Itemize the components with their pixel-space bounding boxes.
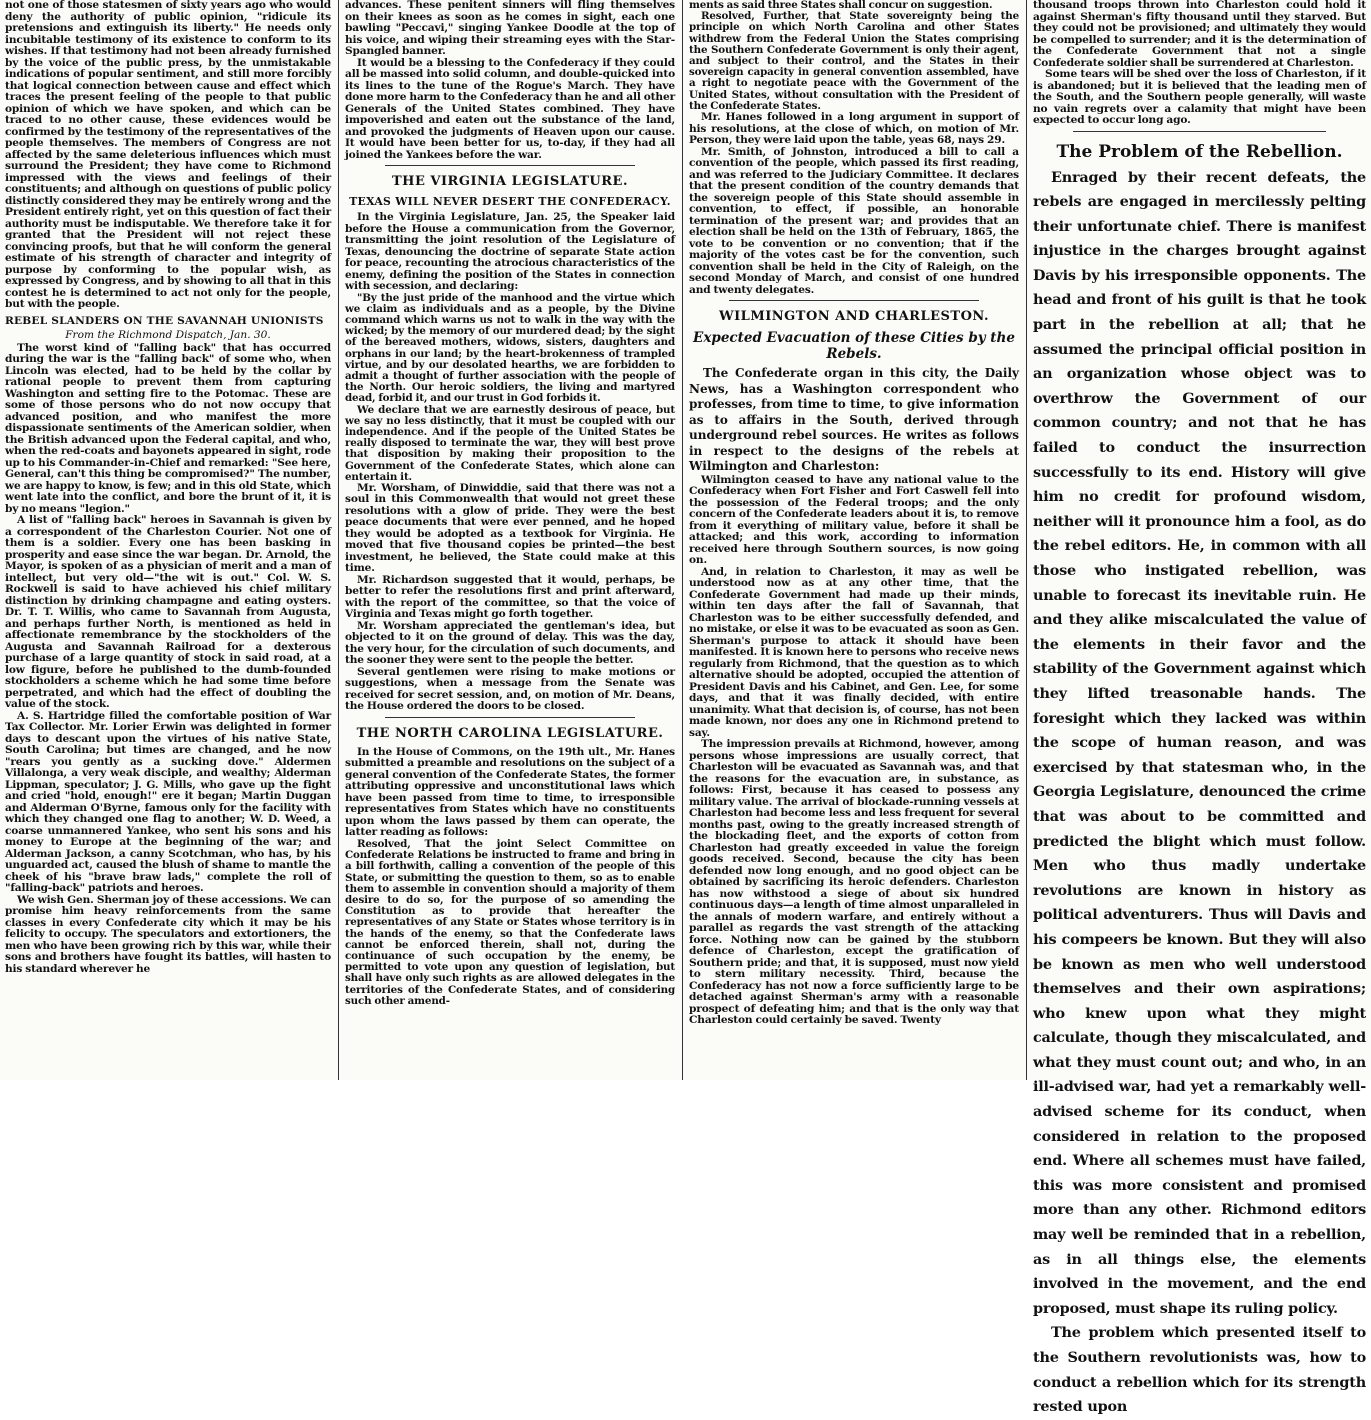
section-heading: REBEL SLANDERS ON THE SAVANNAH UNIONISTS (5, 314, 324, 327)
article-paragraph: not one of those statesmen of sixty years ago who would deny the authority of public opinion, "ridicule its pretensions and extinguish its liberty." He needs only incubitable testimony of its existence to conform to its wishes. If that testimony had not been already furnished by the voice of the public press, by the unmistakable indications of popular sentiment, and still more forcibly that logical connection between cause and effect which traces the present feeling of the people to that public opinion of which we have spoken, and which can be traced to no other cause, these evidences would be confirmed by the testimony of the representatives of the people themselves. The members of Congress are not affected by the same deleterious influences which must surround the President; they have come to Richmond impressed with the views and feelings of their constituents; and although on questions of public policy distinctly considered they may be entirely wrong and the President entirely right, yet on this question of fact their authority must be indisputable. We therefore take it for granted that the President will not reject these convincing proofs, but that he will conform the general estimate of his strength of character and integrity of purpose by conforming to the popular wish, as expressed by Congress, and by showing to all that in this contest he is determined to act not only for the people, but with the people. (5, 0, 331, 310)
editorial-paragraph: The problem which presented itself to the Southern revolutionists was, how to conduct a rebellion which for its strength rested upon (1033, 1324, 1366, 1416)
article-paragraph: A list of "falling back" heroes in Savannah is given by a correspondent of the Charleston Courier. Not one of them is a soldier. Every one has been basking in prosperity and ease since the war began. Dr. Arnold, the Mayor, is spoken of as a physician of merit and a man of intellect, but very old—"the wit is out." Col. W. S. Rockwell is said to have achieved his chief military distinction by drinking champagne and eating oysters. Dr. T. T. Willis, who came to Savannah from Augusta, and perhaps further North, is mentioned as held in affectionate remembrance by the stockholders of the Augusta and Savannah Railroad for a dexterous purchase of a large quantity of stock in said road, at a low figure, before he published to the dumb-founded stockholders a scheme which he had some time before perpetrated, and which had the effect of doubling the value of the stock. (5, 514, 331, 710)
section-headline: WILMINGTON AND CHARLESTON. (719, 309, 989, 325)
article-paragraph: "By the just pride of the manhood and the virtue which we claim as individuals and as a people, by the Divine command which warns us not to walk in the way with the wicked; by the memory of our murdered dead; by the sight of the bereaved mothers, widows, sisters, daughters and orphans in our land; by the heart-brokenness of trampled virtue, and by our desolated hearths, we are forbidden to admit a thought of further association with the people of the North. Our heroic soldiers, the living and martyred dead, forbid it, and our trust in God forbids it. (345, 291, 675, 405)
dateline: From the Richmond Dispatch, Jan. 30. (65, 328, 271, 341)
article-paragraph: A. S. Hartridge filled the comfortable position of War Tax Collector. Mr. Lorier Erwin was delighted in former days to descant upon the virtues of his native State, South Carolina; but times are changed, and he now "rears you gently as a sucking dove." Aldermen Villalonga, a very weak disciple, and wealthy; Alderman Lippman, speculator; J. G. Mills, who gave up the fight and cried "hold, enough!" ere it began; Martin Duggan and Alderman O'Byrne, famous only for the facility with which they changed one flag to another; W. D. Weed, a coarse unmannered Yankee, who sent his sons and his money to Europe at the beginning of the war; and Alderman Jackson, a canny Scotchman, who has, by his unguarded act, caused the blush of shame to mantle the cheek of his "brave braw lads," complete the roll of "falling-back" patriots and heroes. (5, 709, 331, 894)
column-3 (684, 0, 1024, 1080)
article-paragraph: Mr. Hanes followed in a long argument in support of his resolutions, at the close of which, on motion of Mr. Person, they were laid upon the table, yeas 68, nays 29. (689, 111, 1019, 147)
article-paragraph: In the House of Commons, on the 19th ult., Mr. Hanes submitted a preamble and resolutions on the subject of a general convention of the Confederate States, the former attributing oppressive and unconstitutional laws which have been passed from time to time, to irresponsible representatives from States which have no constituents upon whom the laws passed by them can operate, the latter reading as follows: (345, 745, 675, 839)
column-2 (340, 0, 680, 1080)
article-paragraph: The Confederate organ in this city, the Daily News, has a Washington correspondent who professes, from time to time, to give information as to affairs in the South, derived through underground rebel sources. He writes as follows in respect to the designs of the rebels at Wilmington and Charleston: (689, 366, 1019, 474)
column-rule (1026, 0, 1027, 1080)
column-4 (1028, 0, 1371, 1416)
article-paragraph: And, in relation to Charleston, it may as well be understood now as at any other time, that the Confederate Government had made up their minds, within ten days after the fall of Savannah, that Charleston was to be either successfully defended, and no mistake, or else it was to be evacuated as soon as Gen. Sherman's purpose to attack it should have been manifested. It is known here to persons who receive news regularly from Richmond, that the question as to which alternative should be adopted, occupied the attention of President Davis and his Cabinet, and Gen. Lee, for some days, and that it was finally decided, with entire unanimity. What that decision is, of course, has not been made known, nor does any one in Richmond pretend to say. (689, 565, 1019, 739)
article-paragraph: Some tears will be shed over the loss of Charleston, if it is abandoned; but it is believed that the leading men of the South, and the Southern people generally, will waste no vain regrets over a calamity that might have been expected to occur long ago. (1033, 68, 1366, 126)
section-subheadline: TEXAS WILL NEVER DESERT THE CONFEDERACY. (349, 195, 671, 208)
section-headline: THE VIRGINIA LEGISLATURE. (391, 174, 628, 189)
article-paragraph: advances. These penitent sinners will fling themselves on their knees as soon as he comes in sight, each one bawling "Peccavi," singing Yankee Doodle at the top of his voice, and wiping their streaming eyes with the Star-Spangled banner. (345, 0, 675, 57)
article-paragraph: The impression prevails at Richmond, however, among persons whose impressions are usually correct, that Charleston will be evacuated as Savannah was, and that the reasons for the evacuation are, in substance, as follows: First, because it has ceased to possess any military value. The arrival of blockade-running vessels at Charleston had become less and less frequent for several months past, owing to the greatly increased strength of the blockading fleet, and the exports of cotton from Charleston had greatly exceeded in value the foreign goods received. Second, because the city has been defended now long enough, and no good object can be obtained by sacrificing its heroic defenders. Charleston has now withstood a siege of about six hundred continuous days—a length of time almost unparalleled in the annals of modern warfare, and entirely without a parallel as regards the vast strength of the attacking force. Nothing now can be gained by the stubborn defence of Charleston, except the gratification of Southern pride; and that, it is supposed, must now yield to stern military necessity. Third, because the Confederacy has not now a force sufficiently large to be detached against Sherman's army with a reasonable prospect of defeating him; and that is the only way that Charleston could certainly be saved. Twenty (689, 738, 1019, 1027)
article-paragraph: Resolved, Further, that State sovereignty being the principle on which North Carolina and other States withdrew from the Federal Union the States comprising the Southern Confederate Government is only their agent, and subject to their control, and the States in their sovereign capacity in general convention assembled, have a right to negotiate peace with the Government of the United States, without consultation with the President of the Confederate States. (689, 10, 1019, 112)
article-paragraph: In the Virginia Legislature, Jan. 25, the Speaker laid before the House a communication from the Governor, transmitting the joint resolution of the Legislature of Texas, denouncing the doctrine of separate State action for peace, recounting the atrocious characteristics of the enemy, defining the position of the States in connection with secession, and declaring: (345, 211, 675, 292)
article-paragraph: Resolved, That the joint Select Committee on Confederate Relations be instructed to frame and bring in a bill forthwith, calling a convention of the people of this State, or submitting the question to them, so as to enable them to assemble in convention should a majority of them desire to do so, for the purpose of so amending the Constitution as to provide that hereafter the representatives of any State or States whose territory is in the hands of the enemy, so that the Confederate laws cannot be enforced therein, shall not, during the continuance of such occupation by the enemy, be permitted to vote upon any question of legislation, but shall have only such rights as are allowed delegates in the territories of the Confederate States, and of considering such other amend- (345, 837, 675, 1007)
column-rule (682, 0, 683, 1080)
article-paragraph: Mr. Worsham, of Dinwiddie, said that there was not a soul in this Commonwealth that would not greet these resolutions with a glow of pride. They were the best peace documents that were ever penned, and he hoped they would be adopted as a textbook for Virginia. He moved that five thousand copies be printed—the best investment, he believed, the State could make at this time. (345, 481, 675, 575)
column-rule (338, 0, 339, 1080)
article-paragraph: Mr. Worsham appreciated the gentleman's idea, but objected to it on the ground of delay. This was the day, the very hour, for the circulation of such documents, and the sooner they were sent to the people the better. (345, 619, 675, 667)
article-paragraph: Several gentlemen were rising to make motions or suggestions, when a message from the Senate was received for secret session, and, on motion of Mr. Deans, the House ordered the doors to be closed. (345, 665, 675, 713)
article-paragraph: We declare that we are earnestly desirous of peace, but we say no less distinctly, that it must be coupled with our independence. And if the people of the United States be really disposed to terminate the war, they will best prove that disposition by making their proposition to the Government of the Confederate States, which alone can entertain it. (345, 403, 675, 483)
editorial-headline: The Problem of the Rebellion. (1056, 141, 1343, 162)
article-paragraph: Wilmington ceased to have any national value to the Confederacy when Fort Fisher and Fort Caswell fell into the possession of the Federal troops; and the only concern of the Confederate leaders about it is, to remove from it everything of military value, before it shall be attacked; and this work, according to information received here through Southern sources, is now going on. (689, 473, 1019, 567)
divider (729, 300, 979, 301)
divider (385, 165, 635, 166)
divider (1073, 131, 1326, 132)
article-paragraph: Mr. Richardson suggested that it would, perhaps, be better to refer the resolutions first and print afterward, with the report of the committee, so that the voice of Virginia and Texas might go forth together. (345, 573, 675, 621)
article-paragraph: ments as said three States shall concur on suggestion. (689, 0, 993, 11)
article-paragraph: thousand troops thrown into Charleston could hold it against Sherman's fifty thousand until they starved. But they could not be provisioned; and ultimately they would be compelled to surrender; and it is the determination of the Confederate Government that not a single Confederate soldier shall be surrendered at Charleston. (1033, 0, 1366, 69)
divider (385, 717, 635, 718)
section-subheadline: Expected Evacuation of these Cities by the Rebels. (693, 330, 1015, 363)
article-paragraph: We wish Gen. Sherman joy of these accessions. We can promise him heavy reinforcements from the same classes in every Confederate city which it may be his felicity to occupy. The speculators and extortioners, the men who have been growing rich by this war, while their sons and brothers have fought its battles, will hasten to his standard wherever he (5, 893, 331, 975)
editorial-paragraph: Enraged by their recent defeats, the rebels are engaged in mercilessly pelting their unfortunate chief. There is manifest injustice in the charges brought against Davis by his irresponsible opponents. The head and front of his guilt is that he took part in the rebellion at all; that he assumed the principal official position in an organization whose object was to overthrow the Government of our common country; and not that he has failed to conduct the insurrection successfully to its end. History will give him no credit for profound wisdom, neither will it pronounce him a fool, as do the rebel editors. He, in common with all those who instigated rebellion, was unable to forecast its inevitable ruin. He and they alike miscalculated the value of the elements in their favor and the stability of the Government against which they lifted treasonable hands. The foresight which they lacked was within the scope of human reason, and was exercised by that statesman who, in the Georgia Legislature, denounced the crime that was about to be committed and predicted the blight which must follow. Men who thus madly undertake revolutions are known in history as political adventurers. Thus will Davis and his compeers be known. But they will also be known as men who well understood themselves and their own aspirations; who knew upon what they might calculate, though they miscalculated, and what they must count out; and who, in an ill-advised war, had yet a remarkably well-advised scheme for its conduct, when considered in relation to the proposed end. Where all schemes must have failed, this was more consistent and promised more than any other. Richmond editors may well be reminded that in a rebellion, as in all things else, the elements involved in the movement, and the end proposed, must shape its ruling policy. (1033, 168, 1366, 1317)
section-headline: THE NORTH CAROLINA LEGISLATURE. (356, 725, 664, 741)
column-1 (0, 0, 336, 1080)
article-paragraph: It would be a blessing to the Confederacy if they could all be massed into solid column, and double-quicked into its lines to the tune of the Rogue's March. They have done more harm to the Confederacy than he and all other Generals of the United States combined. They have impoverished and eaten out the substance of the land, and provoked the judgments of Heaven upon our cause. It would have been better for us, to-day, if they had all joined the Yankees before the war. (345, 56, 675, 161)
article-paragraph: Mr. Smith, of Johnston, introduced a bill to call a convention of the people, which passed its first reading, and was referred to the Judiciary Committee. It declares that the present condition of the country demands that the sovereign people of this State should assemble in convention, to effect, if possible, an honorable termination of the present war; and provides that an election shall be held on the 13th of February, 1865, the vote to be convention or no convention; that if the majority of the votes cast be for the convention, such convention shall be held in the City of Raleigh, on the second Monday of March, and consist of one hundred and twenty delegates. (689, 145, 1019, 296)
article-paragraph: The worst kind of "falling back" that has occurred during the war is the "falling back" of some who, when Lincoln was elected, had to be held by the collar by rational people to prevent them from capturing Washington and setting fire to the Potomac. These are some of those persons who do not now occupy that advanced position, and who manifest the more dispassionate sentiments of the American soldier, when the British advanced upon the Federal capital, and who, when the red-coats and bayonets appeared in sight, rode up to his Commander-in-Chief and remarked: "See here, General, can't this thing be compromised?" The number, we are happy to know, is few; and in this old State, which went late into the conflict, and bore the brunt of it, it is by no means "legion." (5, 341, 331, 515)
